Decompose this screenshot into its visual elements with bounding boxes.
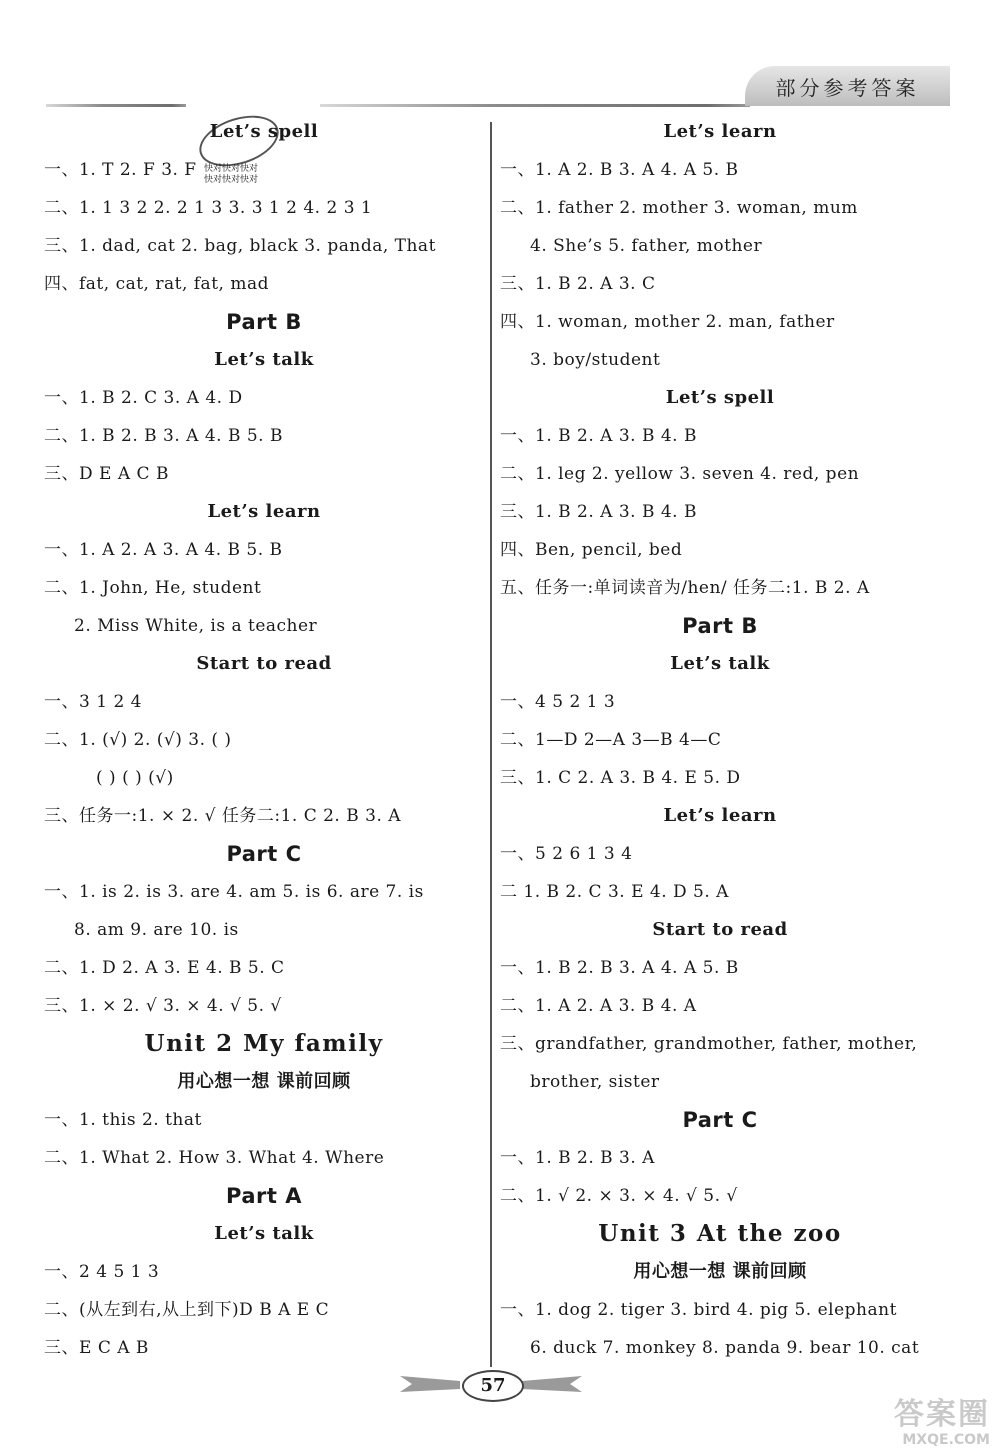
left-column bbox=[44, 113, 484, 1367]
section-heading: Let’s learn bbox=[663, 121, 777, 142]
answer-line: 三、1. B 2. A 3. C bbox=[500, 274, 656, 294]
answer-line: 三、grandfather, grandmother, father, mother, bbox=[500, 1034, 918, 1054]
answer-line: 一、1. dog 2. tiger 3. bird 4. pig 5. elephant bbox=[500, 1300, 897, 1320]
answer-line: 一、1. B 2. B 3. A 4. A 5. B bbox=[500, 958, 739, 978]
section-heading: Let’s learn bbox=[207, 501, 321, 522]
answer-line: 四、fat, cat, rat, fat, mad bbox=[44, 274, 269, 294]
header-rule-left bbox=[46, 104, 186, 107]
answer-line: ( ) ( ) (√) bbox=[96, 768, 174, 788]
answer-line: 一、1. T 2. F 3. F bbox=[44, 160, 197, 180]
answer-line: 一、2 4 5 1 3 bbox=[44, 1262, 160, 1282]
part-heading: Part B bbox=[226, 310, 302, 334]
answer-line: 一、5 2 6 1 3 4 bbox=[500, 844, 633, 864]
answer-line: 三、D E A C B bbox=[44, 464, 169, 484]
answer-line: 二、1. (√) 2. (√) 3. ( ) bbox=[44, 730, 232, 750]
answer-line: 三、1. × 2. √ 3. × 4. √ 5. √ bbox=[44, 996, 282, 1016]
answer-line: 一、4 5 2 1 3 bbox=[500, 692, 616, 712]
answer-line: 二、1. John, He, student bbox=[44, 578, 262, 598]
answer-line: 三、1. dad, cat 2. bag, black 3. panda, That bbox=[44, 236, 436, 256]
answer-line: 三、E C A B bbox=[44, 1338, 149, 1358]
section-heading: Let’s spell bbox=[665, 387, 775, 408]
section-heading: Let’s talk bbox=[214, 349, 314, 370]
part-heading: Part C bbox=[682, 1108, 758, 1132]
answer-line: 二 1. B 2. C 3. E 4. D 5. A bbox=[500, 882, 729, 902]
answer-line: 二、1. √ 2. × 3. × 4. √ 5. √ bbox=[500, 1186, 738, 1206]
answer-line: 一、1. B 2. B 3. A bbox=[500, 1148, 655, 1168]
section-heading: Start to read bbox=[196, 653, 332, 674]
answer-line: 四、1. woman, mother 2. man, father bbox=[500, 312, 835, 332]
review-heading: 用心想一想 课前回顾 bbox=[177, 1071, 351, 1092]
answer-line: 二、1. leg 2. yellow 3. seven 4. red, pen bbox=[500, 464, 860, 484]
unit-heading: Unit 2 My family bbox=[144, 1030, 384, 1057]
answer-line: 6. duck 7. monkey 8. panda 9. bear 10. cat bbox=[530, 1338, 920, 1358]
answer-line: 三、任务一:1. × 2. √ 任务二:1. C 2. B 3. A bbox=[44, 806, 402, 826]
answer-line: 二、1. B 2. B 3. A 4. B 5. B bbox=[44, 426, 283, 446]
site-watermark: 答案圈 MXQE.COM bbox=[894, 1397, 990, 1448]
answer-line: 二、1. What 2. How 3. What 4. Where bbox=[44, 1148, 385, 1168]
section-heading: Let’s talk bbox=[670, 653, 770, 674]
section-heading: Start to read bbox=[652, 919, 788, 940]
header-rule-right bbox=[320, 104, 750, 107]
page-number: 57 bbox=[462, 1370, 524, 1402]
part-heading: Part B bbox=[682, 614, 758, 638]
header-title: 部分参考答案 bbox=[775, 75, 920, 100]
answer-line: 二、1. 1 3 2 2. 2 1 3 3. 3 1 2 4. 2 3 1 bbox=[44, 198, 373, 218]
unit-heading: Unit 3 At the zoo bbox=[598, 1220, 842, 1247]
answer-line: 一、1. B 2. A 3. B 4. B bbox=[500, 426, 697, 446]
column-divider bbox=[490, 122, 492, 1367]
section-heading: Let’s spell bbox=[209, 121, 319, 142]
answer-line: 三、1. B 2. A 3. B 4. B bbox=[500, 502, 697, 522]
answer-line: 四、Ben, pencil, bed bbox=[500, 540, 683, 560]
answer-line: 4. She’s 5. father, mother bbox=[530, 236, 763, 256]
answer-line: 二、1—D 2—A 3—B 4—C bbox=[500, 730, 722, 750]
answer-line: 3. boy/student bbox=[530, 350, 661, 370]
answer-line: 2. Miss White, is a teacher bbox=[74, 616, 318, 636]
answer-line: 五、任务一:单词读音为/hen/ 任务二:1. B 2. A bbox=[500, 578, 870, 598]
section-heading: Let’s learn bbox=[663, 805, 777, 826]
answer-line: 二、1. A 2. A 3. B 4. A bbox=[500, 996, 697, 1016]
review-heading: 用心想一想 课前回顾 bbox=[633, 1261, 807, 1282]
answer-line: 一、1. A 2. A 3. A 4. B 5. B bbox=[44, 540, 283, 560]
answer-line: brother, sister bbox=[530, 1072, 660, 1092]
answer-line: 一、3 1 2 4 bbox=[44, 692, 142, 712]
answer-line: 二、1. father 2. mother 3. woman, mum bbox=[500, 198, 858, 218]
answer-line: 8. am 9. are 10. is bbox=[74, 920, 239, 940]
section-heading: Let’s talk bbox=[214, 1223, 314, 1244]
handwritten-stamp: 快对快对快对 快对快对快对 bbox=[204, 164, 259, 185]
header-title-tab bbox=[745, 66, 950, 106]
answer-line: 二、1. D 2. A 3. E 4. B 5. C bbox=[44, 958, 285, 978]
part-heading: Part C bbox=[226, 842, 302, 866]
answer-line: 一、1. A 2. B 3. A 4. A 5. B bbox=[500, 160, 739, 180]
answer-line: 二、(从左到右,从上到下)D B A E C bbox=[44, 1300, 330, 1320]
answer-line: 一、1. this 2. that bbox=[44, 1110, 202, 1130]
answer-line: 三、1. C 2. A 3. B 4. E 5. D bbox=[500, 768, 741, 788]
answer-line: 一、1. B 2. C 3. A 4. D bbox=[44, 388, 243, 408]
answer-line: 一、1. is 2. is 3. are 4. am 5. is 6. are 7. is bbox=[44, 882, 424, 902]
right-column bbox=[500, 113, 940, 1367]
part-heading: Part A bbox=[226, 1184, 302, 1208]
